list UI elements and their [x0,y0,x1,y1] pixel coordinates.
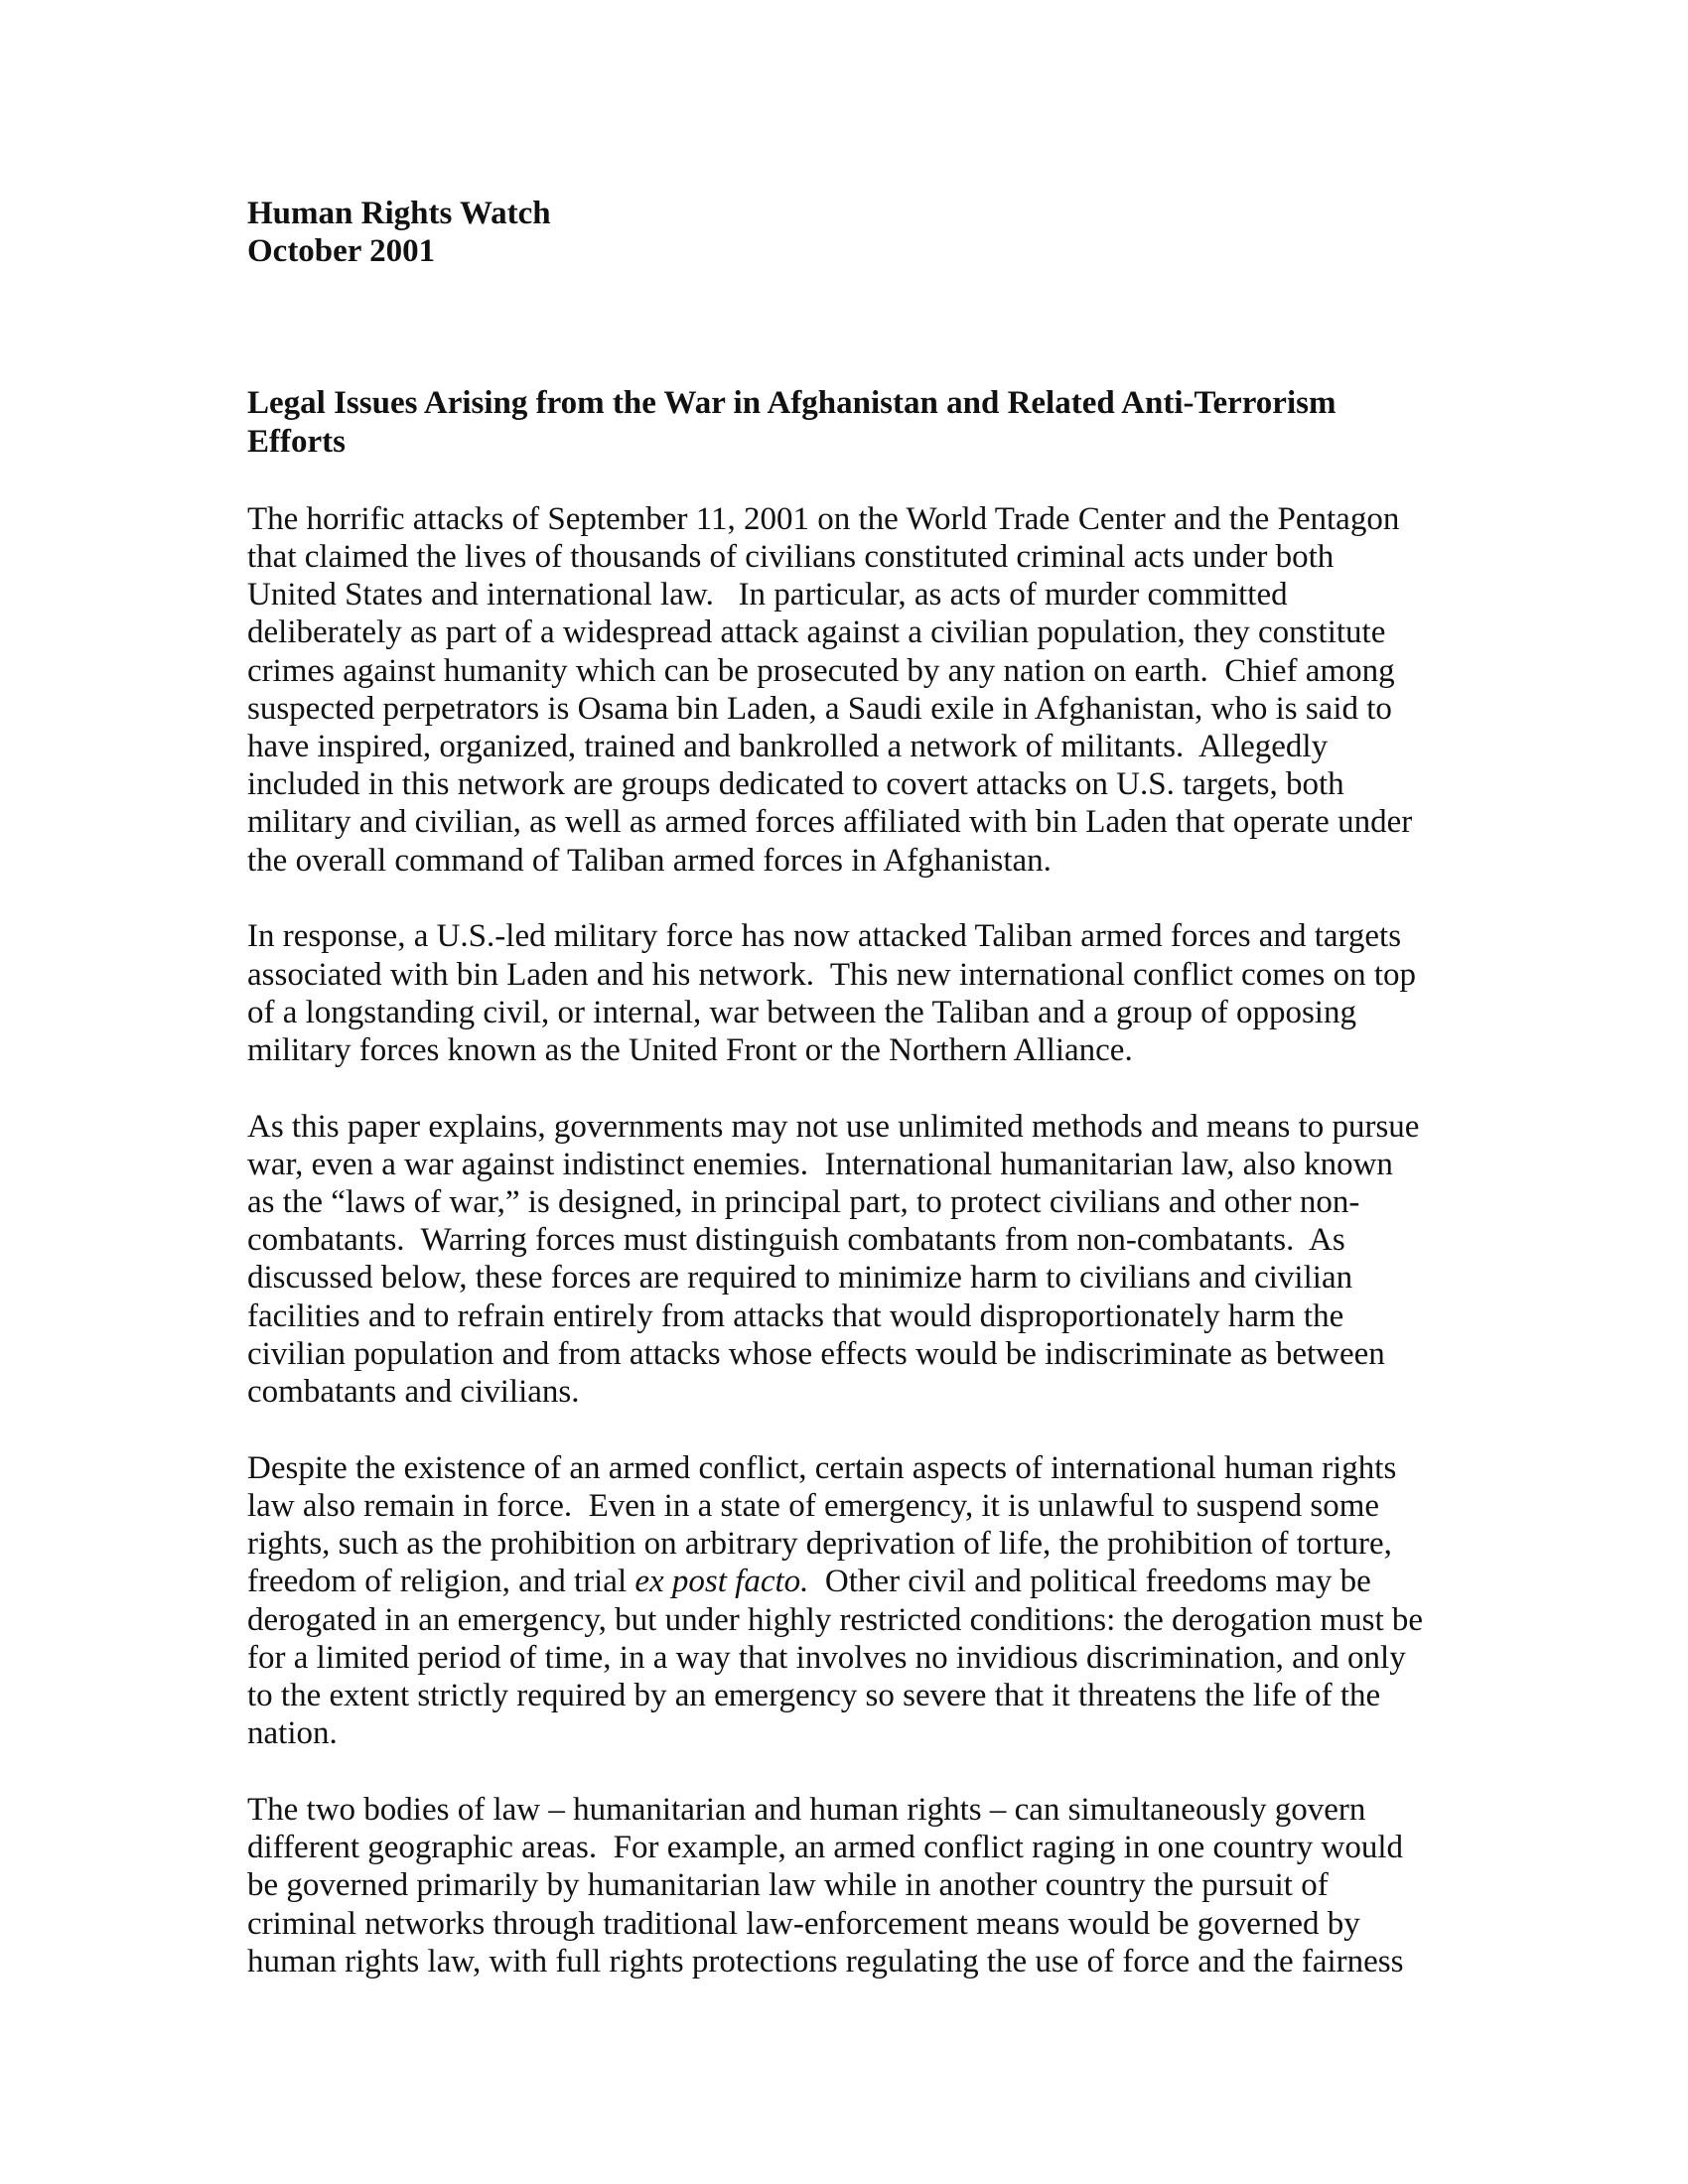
text-segment: Other civil and political freedoms may be [808,1564,1371,1600]
text-line: United States and international law. In particular, as acts of murder committed [247,577,1288,614]
text-line-with-italic [247,1563,1459,1600]
text-line: be governed primarily by humanitarian law while in another country the pursuit of [247,1867,1329,1904]
text-line: Despite the existence of an armed conflict, certain aspects of international human rights [247,1449,1397,1486]
text-line: discussed below, these forces are required to minimize harm to civilians and civilian [247,1260,1353,1297]
text-line: The horrific attacks of September 11, 2001 on the World Trade Center and the Pentagon [247,500,1400,537]
text-line: rights, such as the prohibition on arbitrary deprivation of life, the prohibition of torture, [247,1526,1392,1563]
text-line: have inspired, organized, trained and bankrolled a network of militants. Allegedly [247,729,1329,765]
text-line: combatants. Warring forces must distinguish combatants from non-combatants. As [247,1222,1345,1259]
text-line: associated with bin Laden and his network. This new international conflict comes on top [247,956,1417,993]
text-line: military and civilian, as well as armed forces affiliated with bin Laden that operate under [247,804,1413,841]
text-line: law also remain in force. Even in a state of emergency, it is unlawful to suspend some [247,1487,1380,1524]
text-segment: freedom of religion, and trial [247,1564,635,1600]
text-line: war, even a war against indistinct enemies. International humanitarian law, also known [247,1146,1393,1182]
text-line: As this paper explains, governments may not use unlimited methods and means to pursue [247,1108,1420,1145]
title-line: Efforts [247,423,346,460]
text-line: the overall command of Taliban armed forces in Afghanistan. [247,842,1052,879]
document-date: October 2001 [247,233,436,270]
text-line: included in this network are groups dedicated to covert attacks on U.S. targets, both [247,766,1344,803]
paragraph-5 [247,1791,1459,1980]
document-body [247,500,1459,1980]
text-line: that claimed the lives of thousands of civilians constituted criminal acts under both [247,539,1335,576]
text-line: different geographic areas. For example, an armed conflict raging in one country would [247,1830,1404,1866]
text-line: deliberately as part of a widespread attack against a civilian population, they constitute [247,614,1386,651]
text-line: suspected perpetrators is Osama bin Laden, a Saudi exile in Afghanistan, who is said to [247,690,1392,727]
paragraph-2 [247,917,1459,1069]
text-line: civilian population and from attacks whose effects would be indiscriminate as between [247,1335,1385,1372]
paragraph-3 [247,1108,1459,1412]
text-line: combatants and civilians. [247,1374,580,1411]
text-line: of a longstanding civil, or internal, war between the Taliban and a group of opposing [247,994,1356,1030]
text-line: facilities and to refrain entirely from attacks that would disproportionately harm the [247,1297,1344,1334]
document-title [247,384,1459,460]
italic-phrase: ex post facto. [634,1564,809,1600]
text-line: as the “laws of war,” is designed, in principal part, to protect civilians and other non- [247,1184,1360,1221]
paragraph-1 [247,500,1459,880]
text-line: crimes against humanity which can be prosecuted by any nation on earth. Chief among [247,652,1395,689]
text-line: nation. [247,1715,338,1752]
text-line: to the extent strictly required by an emergency so severe that it threatens the life of the [247,1678,1381,1713]
text-line: In response, a U.S.-led military force has now attacked Taliban armed forces and targets [247,918,1402,955]
text-line: derogated in an emergency, but under highly restricted conditions: the derogation must be [247,1601,1424,1638]
organization-name: Human Rights Watch [247,196,551,231]
document-header [247,195,1459,270]
title-line: Legal Issues Arising from the War in Afghanistan and Related Anti-Terrorism [247,385,1336,422]
text-line: criminal networks through traditional law-enforcement means would be governed by [247,1905,1360,1942]
text-line: for a limited period of time, in a way that involves no invidious discrimination, and only [247,1639,1406,1676]
text-line: military forces known as the United Front or the Northern Alliance. [247,1031,1133,1068]
text-line: The two bodies of law – humanitarian and human rights – can simultaneously govern [247,1791,1366,1828]
text-line: human rights law, with full rights protections regulating the use of force and the fairness [247,1943,1404,1979]
document-content [247,195,1459,2018]
paragraph-4 [247,1449,1459,1753]
